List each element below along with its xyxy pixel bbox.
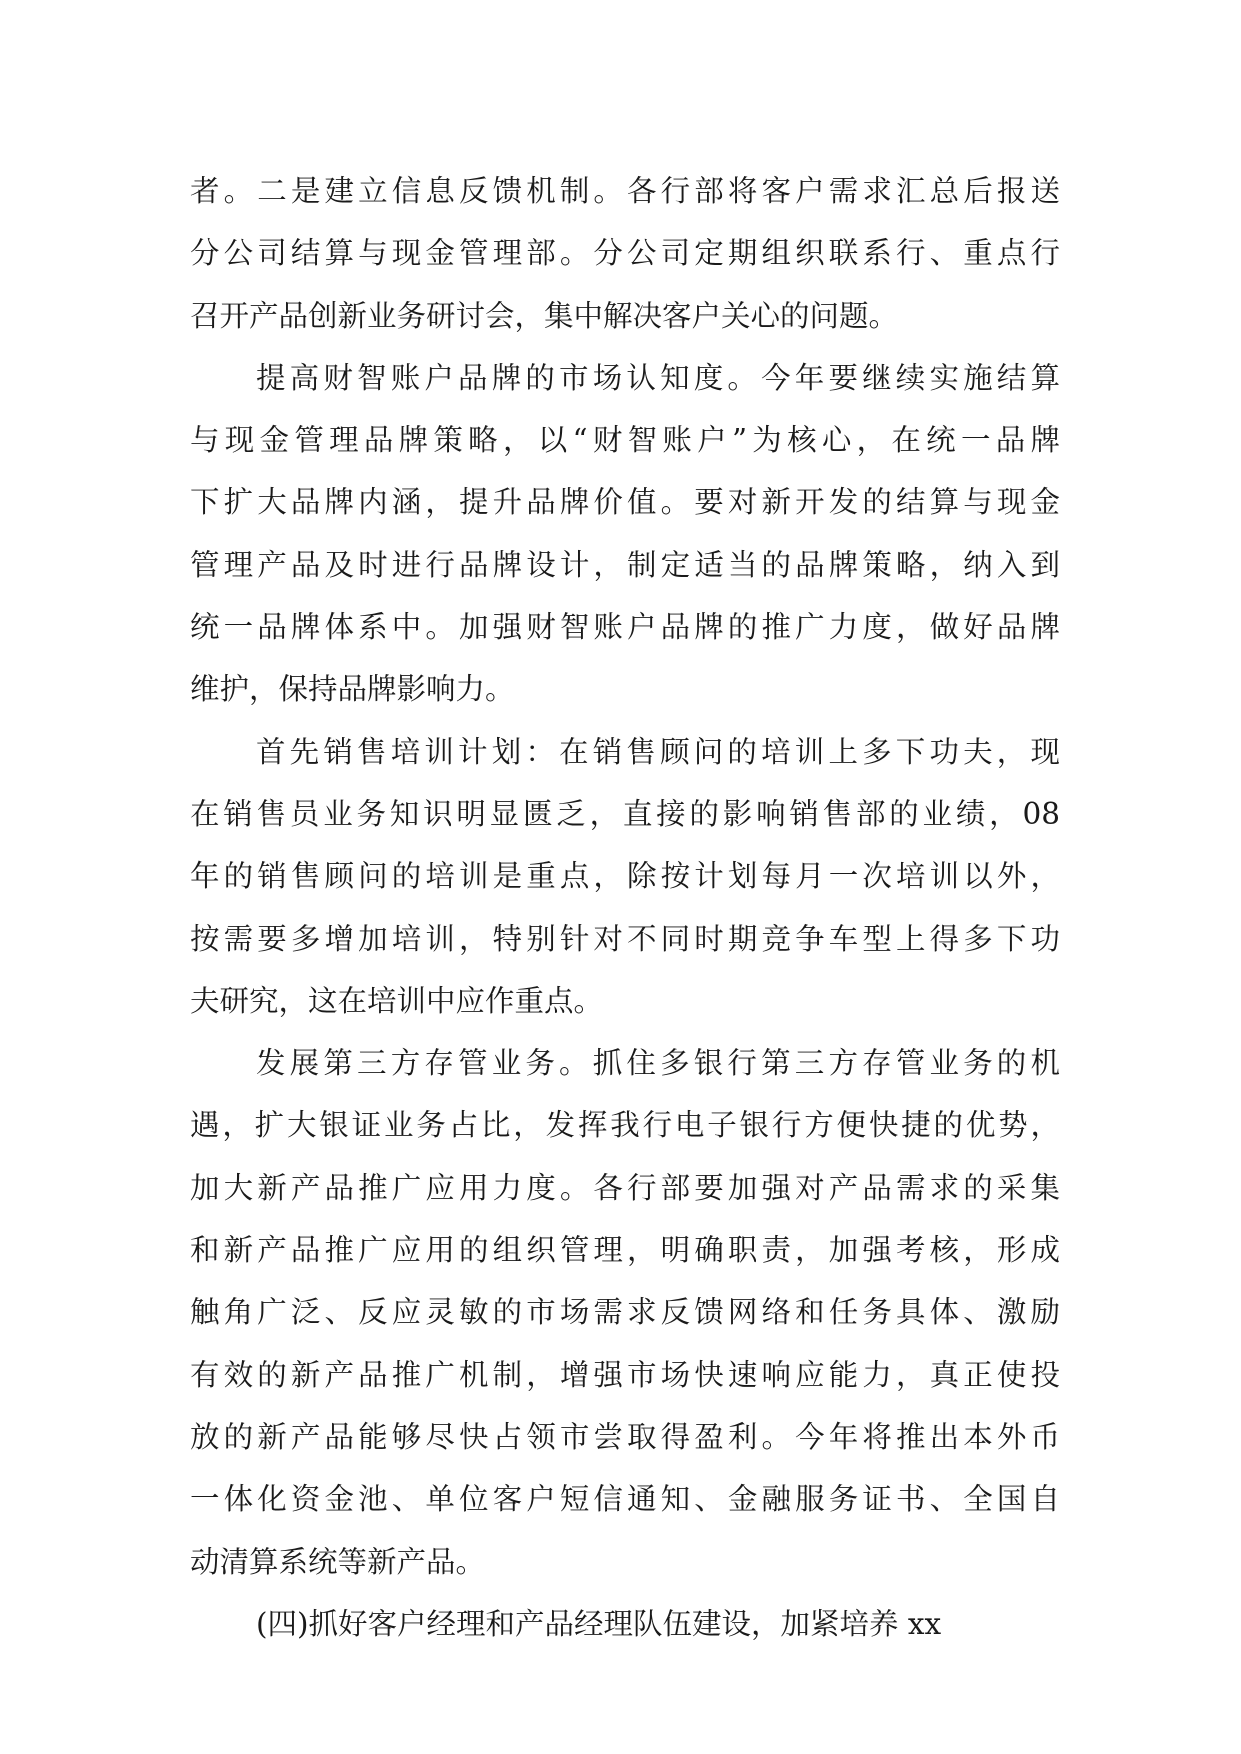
text-line: 召开产品创新业务研讨会，集中解决客户关心的问题。 [190,298,899,333]
text-line: 者。二是建立信息反馈机制。各行部将客户需求汇总后报送 [190,174,1060,208]
text-line: 夫研究，这在培训中应作重点。 [190,983,604,1018]
paragraph-first-line: 首先销售培训计划：在销售顾问的培训上多下功夫，现 [256,734,1060,769]
paragraph-first-line: 发展第三方存管业务。抓住多银行第三方存管业务的机 [256,1046,1060,1081]
text-line: 统一品牌体系中。加强财智账户品牌的推广力度，做好品牌 [190,610,1060,645]
text-line: 年的销售顾问的培训是重点，除按计划每月一次培训以外， [190,859,1060,894]
text-line: 动清算系统等新产品。 [190,1544,486,1579]
body-text [190,160,1060,1655]
text-line: 下扩大品牌内涵，提升品牌价值。要对新开发的结算与现金 [190,485,1060,520]
text-line: 按需要多增加培训，特别针对不同时期竞争车型上得多下功 [190,921,1060,956]
paragraph-first-line: 提高财智账户品牌的市场认知度。今年要继续实施结算 [256,360,1060,395]
text-line: 和新产品推广应用的组织管理，明确职责，加强考核，形成 [190,1233,1060,1268]
text-line: 维护，保持品牌影响力。 [190,672,515,707]
text-line: 触角广泛、反应灵敏的市场需求反馈网络和任务具体、激励 [190,1295,1060,1330]
text-line: 一体化资金池、单位客户短信通知、金融服务证书、全国自 [190,1482,1060,1517]
text-line: 在销售员业务知识明显匮乏，直接的影响销售部的业绩，08 [190,796,1060,831]
text-line: 遇，扩大银证业务占比，发挥我行电子银行方便快捷的优势， [190,1108,1060,1143]
text-line: 有效的新产品推广机制，增强市场快速响应能力，真正使投 [190,1357,1060,1392]
text-line: 管理产品及时进行品牌设计，制定适当的品牌策略，纳入到 [190,547,1060,582]
text-line: 加大新产品推广应用力度。各行部要加强对产品需求的采集 [190,1170,1060,1205]
paragraph-first-line: (四)抓好客户经理和产品经理队伍建设，加紧培养 xx [256,1606,942,1641]
text-line: 分公司结算与现金管理部。分公司定期组织联系行、重点行 [190,236,1060,271]
text-line: 与现金管理品牌策略，以“财智账户”为核心，在统一品牌 [190,423,1060,458]
text-line: 放的新产品能够尽快占领市尝取得盈利。今年将推出本外币 [190,1419,1060,1454]
